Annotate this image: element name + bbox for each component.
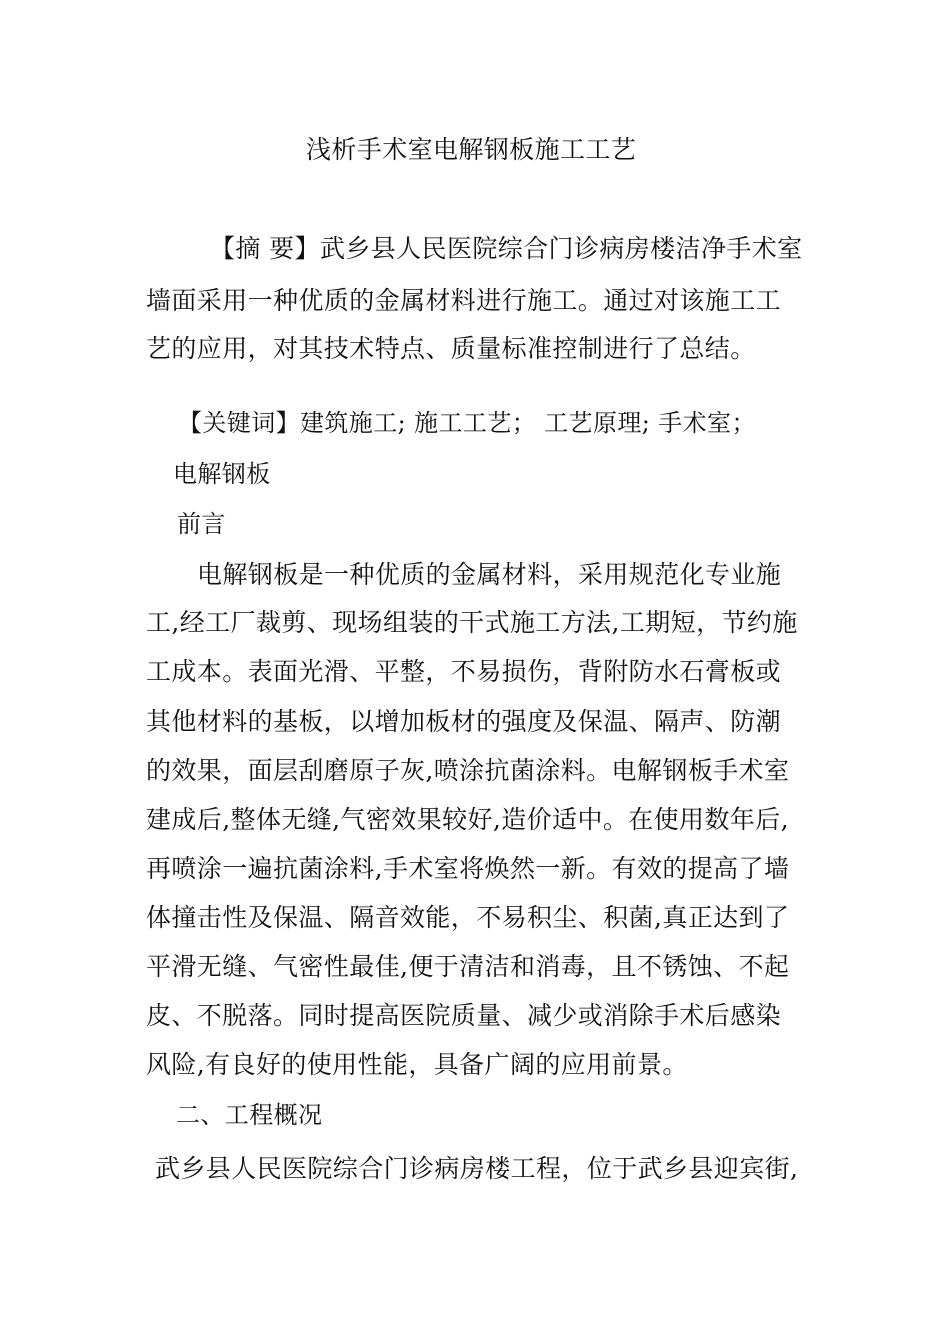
preface-line: 平滑无缝、气密性最佳,便于清洁和消毒，且不锈蚀、不起 bbox=[146, 952, 790, 981]
keywords-line: 【关键词】建筑施工; 施工工艺； 工艺原理; 手术室； bbox=[178, 409, 756, 437]
preface-line: 建成后,整体无缝,气密效果较好,造价适中。在使用数年后, bbox=[146, 805, 789, 834]
preface-heading: 前言 bbox=[177, 510, 226, 538]
abstract-line: 墙面采用一种优质的金属材料进行施工。通过对该施工工 bbox=[146, 286, 782, 315]
document-title: 浅析手术室电解钢板施工工艺 bbox=[306, 135, 637, 164]
preface-line: 风险,有良好的使用性能，具备广阔的应用前景。 bbox=[146, 1050, 688, 1079]
preface-line: 其他材料的基板，以增加板材的强度及保温、隔声、防潮 bbox=[146, 707, 782, 736]
preface-line: 皮、不脱落。同时提高医院质量、减少或消除手术后感染 bbox=[146, 1001, 782, 1030]
section2-heading: 二、工程概况 bbox=[176, 1101, 323, 1129]
preface-line: 工成本。表面光滑、平整，不易损伤，背附防水石膏板或 bbox=[146, 657, 782, 686]
keywords-line: 电解钢板 bbox=[173, 460, 271, 488]
preface-line: 体撞击性及保温、隔音效能，不易积尘、积菌,真正达到了 bbox=[146, 903, 790, 932]
preface-line: 电解钢板是一种优质的金属材料，采用规范化专业施 bbox=[197, 560, 782, 589]
preface-line: 工,经工厂裁剪、现场组装的干式施工方法,工期短，节约施 bbox=[146, 608, 798, 637]
preface-line: 再喷涂一遍抗菌涂料,手术室将焕然一新。有效的提高了墙 bbox=[146, 854, 790, 883]
abstract-line: 【摘 要】武乡县人民医院综合门诊病房楼洁净手术室 bbox=[210, 234, 803, 263]
preface-line: 的效果，面层刮磨原子灰,喷涂抗菌涂料。电解钢板手术室 bbox=[146, 756, 790, 785]
abstract-line: 艺的应用，对其技术特点、质量标准控制进行了总结。 bbox=[146, 334, 756, 363]
section2-line: 武乡县人民医院综合门诊病房楼工程，位于武乡县迎宾街, bbox=[155, 1154, 799, 1183]
